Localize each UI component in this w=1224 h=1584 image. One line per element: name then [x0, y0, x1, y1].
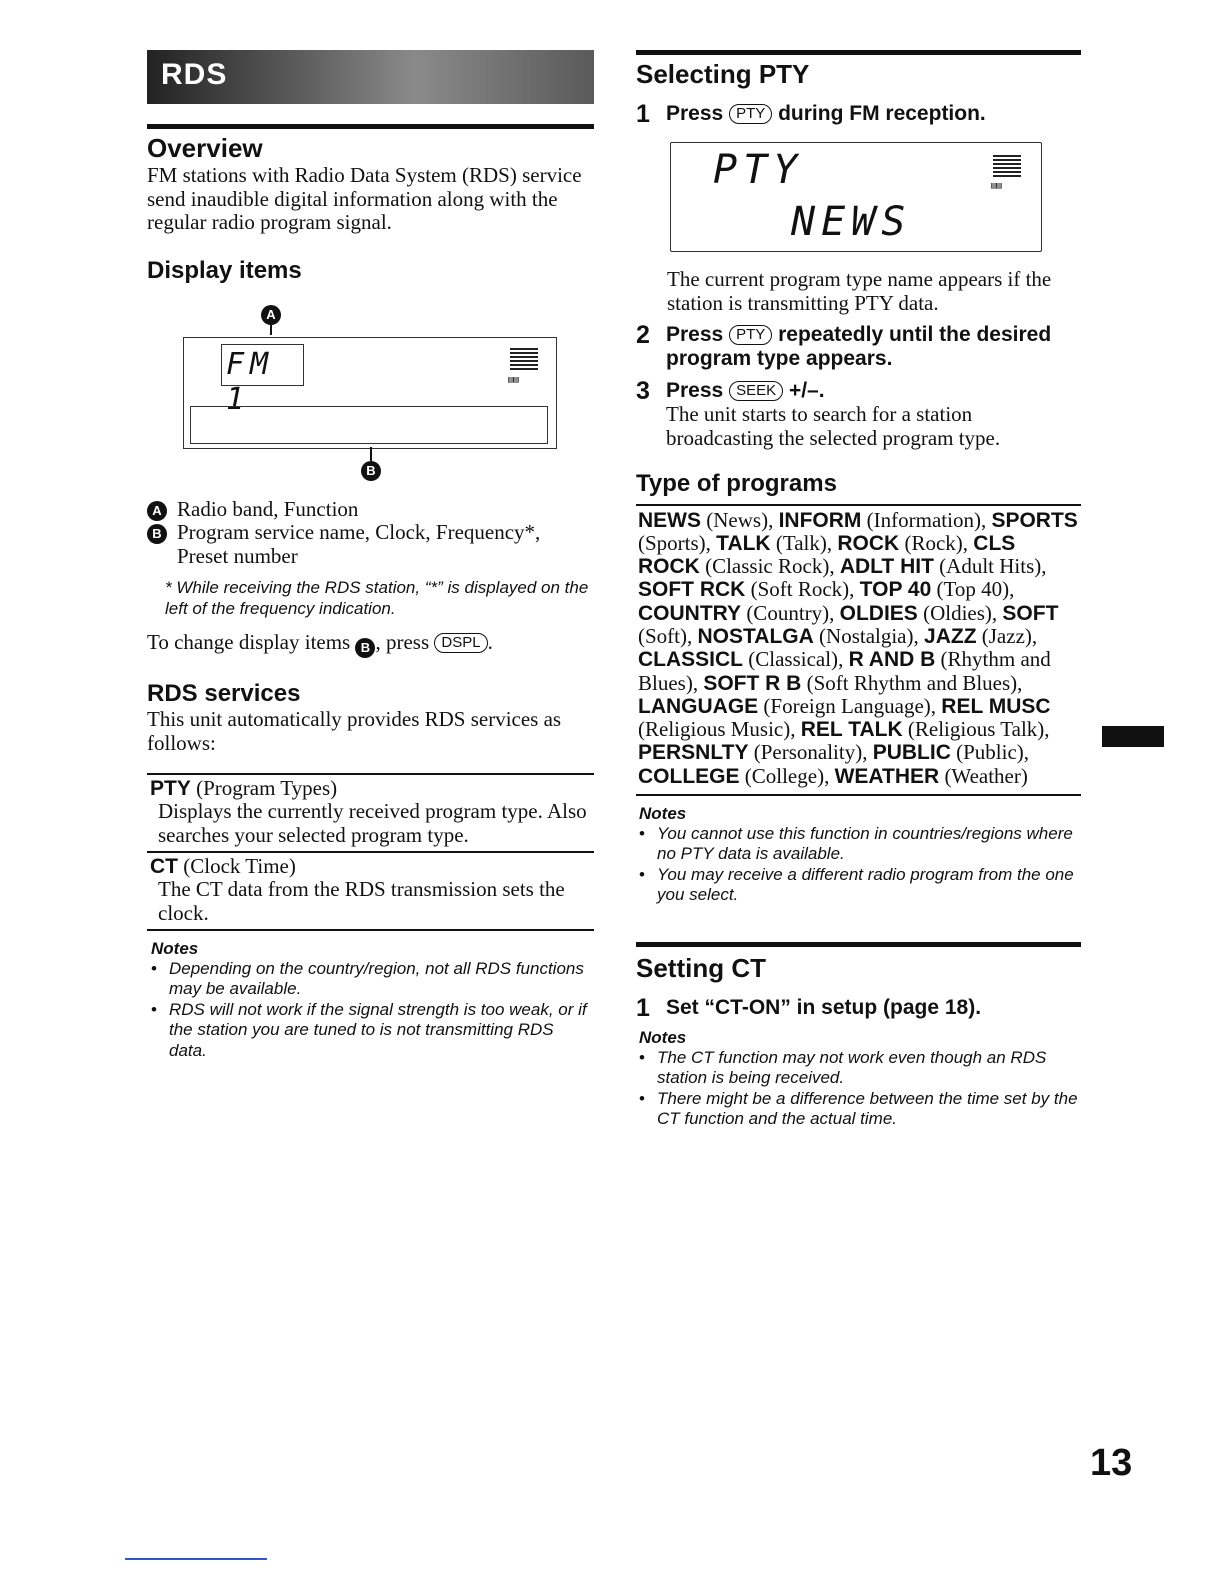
- right-column: [636, 50, 1081, 1130]
- step-3-desc: The unit starts to search for a station broadcasting the selected program type.: [666, 402, 1001, 450]
- program-code: NEWS: [638, 508, 701, 532]
- note-item: • RDS will not work if the signal strength is too weak, or if the station you are tuned to is not transmitting RDS data.: [151, 1000, 594, 1062]
- program-name: (Talk): [775, 530, 827, 555]
- rds-services-intro: This unit automatically provides RDS services as follows:: [147, 707, 562, 755]
- program-name: (Country): [746, 600, 830, 625]
- notes-title: Notes: [639, 1027, 687, 1047]
- program-type-item: [840, 554, 1041, 578]
- program-code: WEATHER: [834, 764, 940, 788]
- program-name: (Personality): [753, 740, 863, 765]
- program-name: (Public): [956, 740, 1024, 765]
- program-name: (Foreign Language): [763, 693, 931, 718]
- program-type-list: NEWS (News), INFORM (Information), SPORTS (Sports), TALK (Talk), ROCK (Rock), CLS ROCK (Classic Rock), ADLT HIT (Adult Hits), SOFT RCK (Soft Rock), TOP 40 (Top 40), COUNTRY (Country), OLDIES (Oldies), SOFT (Soft), NOSTALGA (Nostalgia), JAZZ (Jazz), CLASSICL (Classical), R AND B (Rhythm and Blues), SOFT R B (Soft Rhythm and Blues), LANGUAGE (Foreign Language), REL MUSC (Religious Music), REL TALK (Religious Talk), PERSNLTY (Personality), PUBLIC (Public), COLLEGE (College), WEATHER (Weather): [638, 507, 1078, 788]
- program-code: PUBLIC: [872, 741, 951, 765]
- lcd-line1: PTY: [713, 147, 804, 193]
- legend-text: Radio band, Function: [177, 496, 359, 521]
- program-code: COLLEGE: [638, 764, 740, 788]
- change-text-pre: To change display items: [147, 630, 351, 654]
- type-of-programs-heading: Type of programs: [636, 470, 837, 497]
- note-item: • You cannot use this function in countries/regions where no PTY data is available.: [639, 824, 1081, 865]
- program-name: (Oldies): [923, 600, 992, 625]
- program-name: (Adult Hits): [939, 554, 1042, 579]
- program-type-item: [779, 508, 981, 532]
- program-type-item: [638, 577, 849, 601]
- program-type-item: [638, 508, 768, 532]
- program-code: TALK: [716, 531, 771, 555]
- rds-notes: [147, 939, 594, 1062]
- program-code: SOFT: [1002, 601, 1059, 625]
- service-paren: (Clock Time): [183, 853, 296, 878]
- step-number: 2: [636, 321, 650, 349]
- program-type-item: [924, 624, 1032, 648]
- notes-title: Notes: [639, 803, 687, 823]
- program-code: REL MUSC: [941, 694, 1051, 718]
- footer-line: [125, 1558, 267, 1560]
- step-number: 1: [636, 100, 650, 128]
- program-code: REL TALK: [800, 718, 903, 742]
- overview-heading: Overview: [147, 133, 263, 163]
- pty-key: PTY: [729, 325, 772, 345]
- note-item: • You may receive a different radio program from the one you select.: [639, 865, 1081, 906]
- callout-b-line: [370, 447, 372, 461]
- program-name: (Religious Talk): [907, 717, 1045, 742]
- change-display-text: [147, 631, 594, 658]
- service-pty: [147, 775, 594, 852]
- program-type-item: [716, 531, 827, 555]
- service-paren: (Program Types): [196, 775, 338, 800]
- section-rule: [636, 942, 1081, 947]
- program-name: (Weather): [944, 763, 1028, 788]
- callout-a-line: [270, 325, 272, 335]
- program-type-item: [840, 601, 992, 625]
- dspl-key: DSPL: [434, 633, 487, 653]
- seek-key: SEEK: [729, 381, 783, 401]
- legend-list: [147, 498, 594, 569]
- footnote: * While receiving the RDS station, “*” is displayed on the left of the frequency indication.: [165, 578, 589, 618]
- eq-icon: [993, 155, 1021, 177]
- program-code: SPORTS: [991, 508, 1078, 532]
- program-code: ROCK: [837, 531, 900, 555]
- step-text: Press: [666, 379, 724, 402]
- section-tab-marker: [1102, 726, 1164, 747]
- program-code: CLS ROCK: [638, 531, 1016, 579]
- program-code: ADLT HIT: [839, 555, 934, 579]
- service-ct: [147, 853, 594, 930]
- pty-notes: [636, 804, 1081, 906]
- program-name: (Soft Rock): [750, 577, 850, 602]
- step-text: Set “CT-ON” in setup (page 18).: [666, 995, 982, 1019]
- callout-b: B: [361, 461, 381, 481]
- service-term: CT: [150, 854, 178, 878]
- note-item: • Depending on the country/region, not all RDS functions may be available.: [151, 959, 594, 1000]
- callout-a: A: [261, 305, 281, 325]
- display-diagram: [147, 285, 594, 490]
- program-type-item: [638, 694, 931, 718]
- lcd-panel: [183, 337, 557, 449]
- left-column: [147, 50, 594, 1061]
- program-name: (News): [706, 507, 769, 532]
- program-type-item: [638, 764, 824, 788]
- eq-icon: [510, 348, 538, 370]
- program-name: (Soft): [638, 623, 687, 648]
- eq-sub-icon: ▤▤: [991, 181, 1002, 191]
- program-type-item: [638, 740, 862, 764]
- lcd-band-box: [221, 344, 304, 417]
- program-type-item: [638, 601, 829, 625]
- program-name: (Rock): [904, 530, 963, 555]
- section-rule: [147, 124, 594, 129]
- notes-title: Notes: [151, 938, 199, 958]
- step-text: Press: [666, 102, 724, 125]
- change-text-post: .: [487, 630, 493, 654]
- pty-key: PTY: [729, 104, 772, 124]
- lcd-main-box: [190, 406, 548, 444]
- rds-services-heading: RDS services: [147, 680, 301, 707]
- legend-item: [147, 498, 594, 522]
- banner-title: RDS: [161, 58, 228, 91]
- table-rule: [147, 929, 594, 931]
- program-name: (College): [744, 763, 825, 788]
- program-name: (Sports): [638, 530, 706, 555]
- program-name: (Information): [866, 507, 981, 532]
- service-term: PTY: [150, 776, 191, 800]
- lcd-band-text: FM 1: [226, 346, 275, 417]
- page-number: 13: [1090, 1442, 1133, 1484]
- program-code: COUNTRY: [638, 601, 742, 625]
- change-marker: B: [355, 638, 375, 658]
- step-text: Press: [666, 323, 724, 346]
- program-code: SOFT R B: [703, 671, 802, 695]
- legend-marker: B: [147, 524, 167, 544]
- program-code: PERSNLTY: [638, 741, 749, 765]
- program-code: LANGUAGE: [638, 694, 759, 718]
- eq-sub-icon: ▤▤: [508, 374, 519, 385]
- step-3: [636, 379, 1081, 450]
- program-code: JAZZ: [924, 624, 977, 648]
- section-rule: [636, 50, 1081, 55]
- program-type-item: [835, 764, 1028, 788]
- program-code: NOSTALGA: [697, 624, 814, 648]
- program-code: INFORM: [778, 508, 862, 532]
- step-text: +/–.: [788, 379, 825, 402]
- lcd-line2: NEWS: [791, 199, 912, 245]
- ct-step-1: [636, 993, 1081, 1022]
- program-type-item: [638, 647, 838, 671]
- step-text: during FM reception.: [778, 102, 986, 125]
- program-code: TOP 40: [859, 578, 932, 602]
- legend-text: Program service name, Clock, Frequency*, Preset number: [177, 520, 541, 568]
- program-code: OLDIES: [839, 601, 918, 625]
- display-items-heading: Display items: [147, 256, 302, 284]
- selecting-pty-heading: Selecting PTY: [636, 59, 810, 89]
- ct-notes: [636, 1028, 1081, 1130]
- program-name: (Nostalgia): [819, 623, 914, 648]
- program-name: (Jazz): [981, 623, 1032, 648]
- program-type-item: [703, 671, 1017, 695]
- service-desc: The CT data from the RDS transmission sets the clock.: [158, 877, 565, 925]
- program-name: (Classical): [748, 647, 839, 672]
- note-item: • There might be a difference between the time set by the CT function and the actual time.: [639, 1089, 1081, 1130]
- rds-banner: [147, 50, 594, 104]
- section-rule: [636, 794, 1081, 796]
- program-name: (Classic Rock): [705, 554, 830, 579]
- program-type-item: [873, 740, 1024, 764]
- program-code: SOFT RCK: [638, 578, 746, 602]
- step-text: repeatedly until the desired program type appears.: [666, 323, 1052, 370]
- step-2: [636, 323, 1081, 371]
- program-type-item: [837, 531, 962, 555]
- program-type-item: [860, 577, 1009, 601]
- pty-after-text: The current program type name appears if the station is transmitting PTY data.: [667, 267, 1052, 315]
- step-1: [636, 102, 1081, 126]
- service-desc: Displays the currently received program type. Also searches your selected program type.: [158, 799, 587, 847]
- program-name: (Top 40): [936, 577, 1010, 602]
- program-name: (Rhythm and Blues): [638, 647, 1051, 695]
- program-type-item: [698, 624, 914, 648]
- step-number: 3: [636, 377, 650, 405]
- pty-display-diagram: [636, 136, 1081, 268]
- program-name: (Religious Music): [638, 717, 791, 742]
- lcd-panel: [670, 142, 1042, 252]
- legend-item: [147, 521, 594, 568]
- note-item: • The CT function may not work even though an RDS station is being received.: [639, 1048, 1081, 1089]
- program-type-item: [801, 717, 1045, 741]
- step-number: 1: [636, 993, 650, 1022]
- change-text-mid: , press: [375, 630, 430, 654]
- program-code: R AND B: [848, 648, 936, 672]
- program-name: (Soft Rhythm and Blues): [806, 670, 1018, 695]
- overview-text: FM stations with Radio Data System (RDS) service send inaudible digital information along with the regular radio program signal.: [147, 163, 582, 234]
- program-code: CLASSICL: [638, 648, 743, 672]
- setting-ct-heading: Setting CT: [636, 952, 766, 983]
- legend-marker: A: [147, 501, 167, 521]
